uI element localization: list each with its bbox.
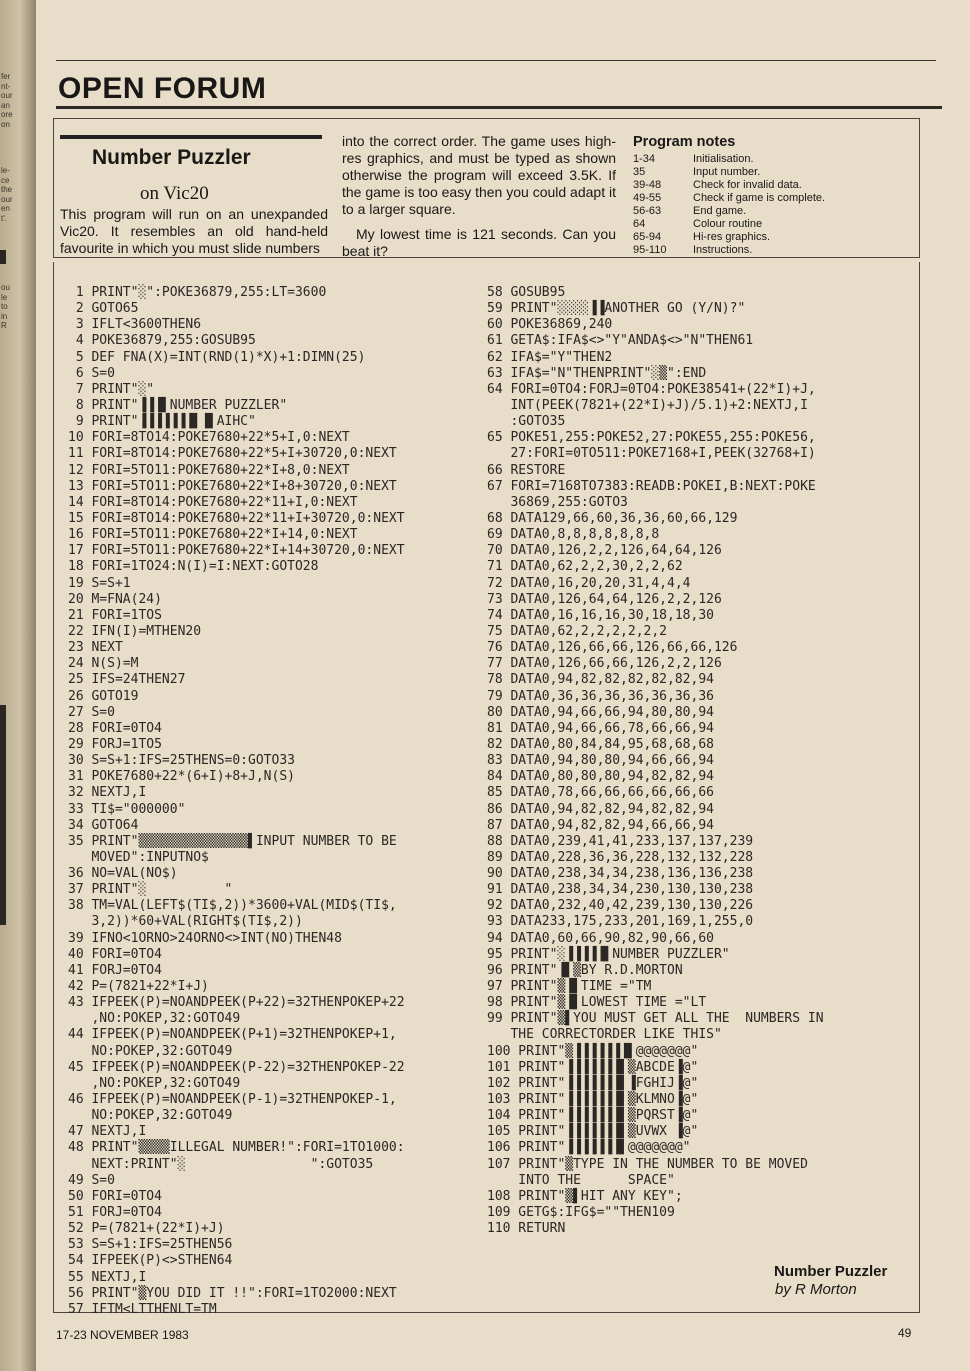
code-line: 16 FORI=5TO11:POKE7680+22*I+14,0:NEXT — [68, 527, 358, 543]
code-line: 52 P=(7821+(22*I)+J) — [68, 1221, 225, 1237]
code-line: 6 S=0 — [68, 365, 115, 381]
code-line: 108 PRINT"▒▌HIT ANY KEY"; — [487, 1188, 683, 1204]
code-line: 29 FORJ=1TO5 — [68, 736, 162, 752]
code-line: 47 NEXTJ,I — [68, 1124, 147, 1140]
program-notes-list — [633, 153, 893, 257]
code-line: 75 DATA0,62,2,2,2,2,2,2 — [487, 623, 668, 639]
code-line: 69 DATA0,8,8,8,8,8,8,8 — [487, 527, 660, 543]
gutter-rule — [0, 705, 6, 925]
code-line: 70 DATA0,126,2,2,126,64,64,126 — [487, 543, 722, 559]
code-line: 38 TM=VAL(LEFT$(TI$,2))*3600+VAL(MID$(TI$, — [68, 898, 397, 914]
code-line: 109 GETG$:IFG$=""THEN109 — [487, 1205, 675, 1221]
code-line: 27:FORI=0TO511:POKE7168+I,PEEK(32768+I) — [487, 446, 816, 462]
code-line: 11 FORI=8TO14:POKE7680+22*5+I+30720,0:NEXT — [68, 446, 397, 462]
code-line: ,NO:POKEP,32:GOTO49 — [68, 1075, 241, 1091]
intro-paragraph: This program will run on an unexpanded Vic20. It resembles an old hand-held favourite in which you must slide numbers — [60, 206, 328, 256]
code-line: 84 DATA0,80,80,80,94,82,82,94 — [487, 769, 714, 785]
credit-title: Number Puzzler — [774, 1263, 888, 1280]
program-notes-heading: Program notes — [633, 134, 736, 150]
code-line: 92 DATA0,232,40,42,239,130,130,226 — [487, 898, 754, 914]
code-line: 15 FORI=8TO14:POKE7680+22*11+I+30720,0:NEXT — [68, 510, 405, 526]
program-note-lines: 49-55 — [633, 192, 662, 204]
code-line: 78 DATA0,94,82,82,82,82,82,94 — [487, 672, 714, 688]
code-line: 10 FORI=8TO14:POKE7680+22*5+I,0:NEXT — [68, 430, 350, 446]
gutter-rule — [0, 250, 6, 264]
code-line: 49 S=0 — [68, 1172, 115, 1188]
code-line: 55 NEXTJ,I — [68, 1269, 147, 1285]
program-note-row — [633, 153, 893, 166]
code-line: 77 DATA0,126,66,66,126,2,2,126 — [487, 656, 722, 672]
code-line: 60 POKE36869,240 — [487, 317, 613, 333]
program-note-description: Check for invalid data. — [693, 179, 802, 191]
code-line: 99 PRINT"▒▌YOU MUST GET ALL THE NUMBERS IN — [487, 1011, 824, 1027]
code-line: ,NO:POKEP,32:GOTO49 — [68, 1011, 241, 1027]
code-line: 30 S=S+1:IFS=25THENS=0:GOTO33 — [68, 753, 295, 769]
code-line: 22 IFN(I)=MTHEN20 — [68, 623, 202, 639]
code-line: 91 DATA0,238,34,34,230,130,130,238 — [487, 882, 754, 898]
code-line: 81 DATA0,94,66,66,78,66,66,94 — [487, 720, 714, 736]
program-note-description: End game. — [693, 205, 747, 217]
code-line: 5 DEF FNA(X)=INT(RND(1)*X)+1:DIMN(25) — [68, 349, 366, 365]
code-line: 63 IFA$="N"THENPRINT"░▒":END — [487, 365, 707, 381]
code-line: 71 DATA0,62,2,2,30,2,2,62 — [487, 559, 683, 575]
code-line: 14 FORI=8TO14:POKE7680+22*11+I,0:NEXT — [68, 494, 358, 510]
code-line: 61 GETA$:IFA$<>"Y"ANDA$<>"N"THEN61 — [487, 333, 754, 349]
program-note-description: Colour routine — [693, 218, 763, 230]
code-line: 44 IFPEEK(P)=NOANDPEEK(P+1)=32THENPOKEP+1, — [68, 1027, 397, 1043]
heading-rule — [60, 135, 322, 139]
code-line: 56 PRINT"▒YOU DID IT !!":FORI=1TO2000:NEXT — [68, 1285, 397, 1301]
program-note-lines: 56-63 — [633, 205, 662, 217]
program-note-lines: 1-34 — [633, 153, 656, 165]
code-line: :GOTO35 — [487, 414, 566, 430]
program-note-lines: 64 — [633, 218, 646, 230]
code-line: 19 S=S+1 — [68, 575, 131, 591]
code-line: 1 PRINT"░":POKE36879,255:LT=3600 — [68, 285, 327, 300]
program-note-lines: 35 — [633, 166, 646, 178]
code-line: 54 IFPEEK(P)<>STHEN64 — [68, 1253, 233, 1269]
code-line: 95 PRINT"░▐▐▐▐▐▌NUMBER PUZZLER" — [487, 946, 730, 962]
code-line: 102 PRINT"▐▐▐▐▐▐▐▌▐FGHIJ▐@" — [487, 1075, 699, 1091]
code-line: 90 DATA0,238,34,34,238,136,136,238 — [487, 866, 754, 882]
code-line: 100 PRINT"▒▐▐▐▐▐▐▐▌@@@@@@@" — [487, 1043, 699, 1059]
code-listing-left — [68, 285, 405, 1318]
intro-column-2 — [342, 133, 616, 260]
code-line: 67 FORI=7168TO7383:READB:POKEI,B:NEXT:POKE — [487, 478, 816, 494]
code-line: 73 DATA0,126,64,64,126,2,2,126 — [487, 591, 722, 607]
intro-paragraph: into the correct order. The game uses high-res graphics, and must be typed as shown otherwise the program will exceed 3.5K. If the game is too easy then you could adapt it to a larger square. — [342, 133, 616, 217]
program-note-description: Instructions. — [693, 244, 753, 256]
code-line: 59 PRINT"░░░░▐▐ANOTHER GO (Y/N)?" — [487, 301, 746, 317]
gutter-text-fragment: fer nt- our an ore on — [1, 72, 13, 129]
code-line: 46 IFPEEK(P)=NOANDPEEK(P-1)=32THENPOKEP-1, — [68, 1092, 397, 1108]
code-line: 87 DATA0,94,82,82,94,66,66,94 — [487, 817, 714, 833]
code-line: INT(PEEK(7821+(22*I)+J)/5.1)+2:NEXTJ,I — [487, 397, 808, 413]
title-rule — [56, 106, 942, 109]
code-line: 39 IFNO<1ORNO>24ORNO<>INT(NO)THEN48 — [68, 930, 342, 946]
program-note-description: Hi-res graphics. — [693, 231, 771, 243]
program-note-row — [633, 205, 893, 218]
code-line: 64 FORI=0TO4:FORJ=0TO4:POKE38541+(22*I)+J, — [487, 381, 816, 397]
program-note-description: Input number. — [693, 166, 761, 178]
code-line: 88 DATA0,239,41,41,233,137,137,239 — [487, 833, 754, 849]
credit-block — [774, 1263, 887, 1298]
section-title: OPEN FORUM — [58, 72, 267, 105]
program-note-description: Check if game is complete. — [693, 192, 826, 204]
code-line: 21 FORI=1TOS — [68, 607, 162, 623]
code-line: 17 FORI=5TO11:POKE7680+22*I+14+30720,0:NEXT — [68, 543, 405, 559]
code-line: 107 PRINT"▒TYPE IN THE NUMBER TO BE MOVED — [487, 1156, 808, 1172]
code-line: 76 DATA0,126,66,66,126,66,66,126 — [487, 640, 738, 656]
code-line: NO:POKEP,32:GOTO49 — [68, 1108, 233, 1124]
code-line: 101 PRINT"▐▐▐▐▐▐▐▌▒ABCDE▐@" — [487, 1059, 699, 1075]
code-line: 68 DATA129,66,60,36,36,60,66,129 — [487, 510, 738, 526]
code-line: 3 IFLT<3600THEN6 — [68, 317, 202, 333]
program-notes — [633, 134, 893, 257]
code-line: 32 NEXTJ,I — [68, 785, 147, 801]
code-line: 62 IFA$="Y"THEN2 — [487, 349, 613, 365]
adjacent-page-gutter — [0, 0, 36, 1371]
code-line: 57 IFTM<LTTHENLT=TM — [68, 1301, 217, 1317]
code-line: 24 N(S)=M — [68, 656, 139, 672]
code-line: NO:POKEP,32:GOTO49 — [68, 1043, 233, 1059]
code-line: 86 DATA0,94,82,82,94,82,82,94 — [487, 801, 714, 817]
code-line: 8 PRINT"▐▐▐▌NUMBER PUZZLER" — [68, 397, 288, 413]
code-line: 43 IFPEEK(P)=NOANDPEEK(P+22)=32THENPOKEP+22 — [68, 995, 405, 1011]
code-line: 20 M=FNA(24) — [68, 591, 162, 607]
code-line: 33 TI$="000000" — [68, 801, 186, 817]
code-listing-right — [487, 285, 824, 1237]
code-line: 34 GOTO64 — [68, 817, 139, 833]
code-line: 36 NO=VAL(NO$) — [68, 866, 178, 882]
code-line: THE CORRECTORDER LIKE THIS" — [487, 1027, 722, 1043]
code-line: 48 PRINT"▒▒▒▒ILLEGAL NUMBER!":FORI=1TO1000: — [68, 1140, 405, 1156]
code-line: 110 RETURN — [487, 1221, 566, 1237]
code-line: 80 DATA0,94,66,66,94,80,80,94 — [487, 704, 714, 720]
program-note-row — [633, 179, 893, 192]
code-line: 94 DATA0,60,66,90,82,90,66,60 — [487, 930, 714, 946]
magazine-page — [36, 0, 970, 1371]
program-note-row — [633, 192, 893, 205]
code-line: MOVED":INPUTNO$ — [68, 849, 209, 865]
code-line: 79 DATA0,36,36,36,36,36,36,36 — [487, 688, 714, 704]
program-title: Number Puzzler — [92, 146, 251, 169]
credit-author: by R Morton — [775, 1281, 857, 1298]
code-line: 85 DATA0,78,66,66,66,66,66,66 — [487, 785, 714, 801]
code-line: 97 PRINT"▒▐▌TIME ="TM — [487, 979, 652, 995]
program-subtitle: on Vic20 — [140, 183, 209, 204]
code-line: 41 FORJ=0TO4 — [68, 962, 162, 978]
issue-date: 17-23 NOVEMBER 1983 — [56, 1328, 189, 1342]
program-note-row — [633, 231, 893, 244]
top-rule — [56, 60, 936, 61]
program-note-lines: 65-94 — [633, 231, 662, 243]
page-number: 49 — [898, 1326, 912, 1340]
code-line: 104 PRINT"▐▐▐▐▐▐▐▌▒PQRST▐@" — [487, 1108, 699, 1124]
code-line: 66 RESTORE — [487, 462, 566, 478]
code-line: 103 PRINT"▐▐▐▐▐▐▐▌▒KLMNO▐@" — [487, 1092, 699, 1108]
code-line: 31 POKE7680+22*(6+I)+8+J,N(S) — [68, 769, 295, 785]
program-note-row — [633, 166, 893, 179]
program-note-description: Initialisation. — [693, 153, 754, 165]
code-line: 3,2))*60+VAL(RIGHT$(TI$,2)) — [68, 914, 303, 930]
code-line: 27 S=0 — [68, 704, 115, 720]
code-line: 7 PRINT"░" — [68, 381, 155, 397]
code-line: 25 IFS=24THEN27 — [68, 672, 186, 688]
code-line: 65 POKE51,255:POKE52,27:POKE55,255:POKE56, — [487, 430, 816, 446]
code-line: 83 DATA0,94,80,80,94,66,66,94 — [487, 753, 714, 769]
code-line: 53 S=S+1:IFS=25THEN56 — [68, 1237, 233, 1253]
code-line: 37 PRINT"░ " — [68, 882, 233, 898]
code-line: 82 DATA0,80,84,84,95,68,68,68 — [487, 736, 714, 752]
code-line: 93 DATA233,175,233,201,169,1,255,0 — [487, 914, 754, 930]
code-line: 58 GOSUB95 — [487, 285, 566, 300]
code-line: 12 FORI=5TO11:POKE7680+22*I+8,0:NEXT — [68, 462, 350, 478]
code-line: 96 PRINT"▐▌▒BY R.D.MORTON — [487, 962, 683, 978]
code-line: 42 P=(7821+22*I+J) — [68, 979, 209, 995]
code-line: 72 DATA0,16,20,20,31,4,4,4 — [487, 575, 691, 591]
program-note-row — [633, 218, 893, 231]
code-line: 13 FORI=5TO11:POKE7680+22*I+8+30720,0:NEXT — [68, 478, 397, 494]
code-line: 23 NEXT — [68, 640, 123, 656]
code-line: 2 GOTO65 — [68, 301, 139, 317]
code-line: 106 PRINT"▐▐▐▐▐▐▐▌@@@@@@@" — [487, 1140, 691, 1156]
code-line: 9 PRINT"▐▐▐▐▐▐▐▌▐▌AIHC" — [68, 414, 256, 430]
code-line: 35 PRINT"▒▒▒▒▒▒▒▒▒▒▒▒▒▒▌INPUT NUMBER TO BE — [68, 833, 397, 849]
gutter-text-fragment: le- ce the our en t'. — [1, 166, 13, 223]
intro-paragraph: My lowest time is 121 seconds. Can you beat it? — [342, 226, 616, 259]
code-line: 26 GOTO19 — [68, 688, 139, 704]
code-line: NEXT:PRINT"░ ":GOTO35 — [68, 1156, 374, 1172]
code-line: 51 FORJ=0TO4 — [68, 1205, 162, 1221]
gutter-text-fragment: ou le to in R — [1, 283, 10, 330]
code-line: INTO THE SPACE" — [487, 1172, 675, 1188]
code-line: 50 FORI=0TO4 — [68, 1188, 162, 1204]
code-line: 36869,255:GOTO3 — [487, 494, 628, 510]
code-line: 74 DATA0,16,16,16,30,18,18,30 — [487, 607, 714, 623]
code-line: 18 FORI=1TO24:N(I)=I:NEXT:GOTO28 — [68, 559, 319, 575]
program-note-lines: 95-110 — [633, 244, 667, 256]
code-line: 4 POKE36879,255:GOSUB95 — [68, 333, 256, 349]
code-line: 45 IFPEEK(P)=NOANDPEEK(P-22)=32THENPOKEP-22 — [68, 1059, 405, 1075]
program-note-row — [633, 244, 893, 257]
program-note-lines: 39-48 — [633, 179, 662, 191]
code-line: 89 DATA0,228,36,36,228,132,132,228 — [487, 849, 754, 865]
code-line: 40 FORI=0TO4 — [68, 946, 162, 962]
code-line: 105 PRINT"▐▐▐▐▐▐▐▌▒UVWX ▐@" — [487, 1124, 699, 1140]
code-line: 98 PRINT"▒▐▌LOWEST TIME ="LT — [487, 995, 707, 1011]
code-line: 28 FORI=0TO4 — [68, 720, 162, 736]
